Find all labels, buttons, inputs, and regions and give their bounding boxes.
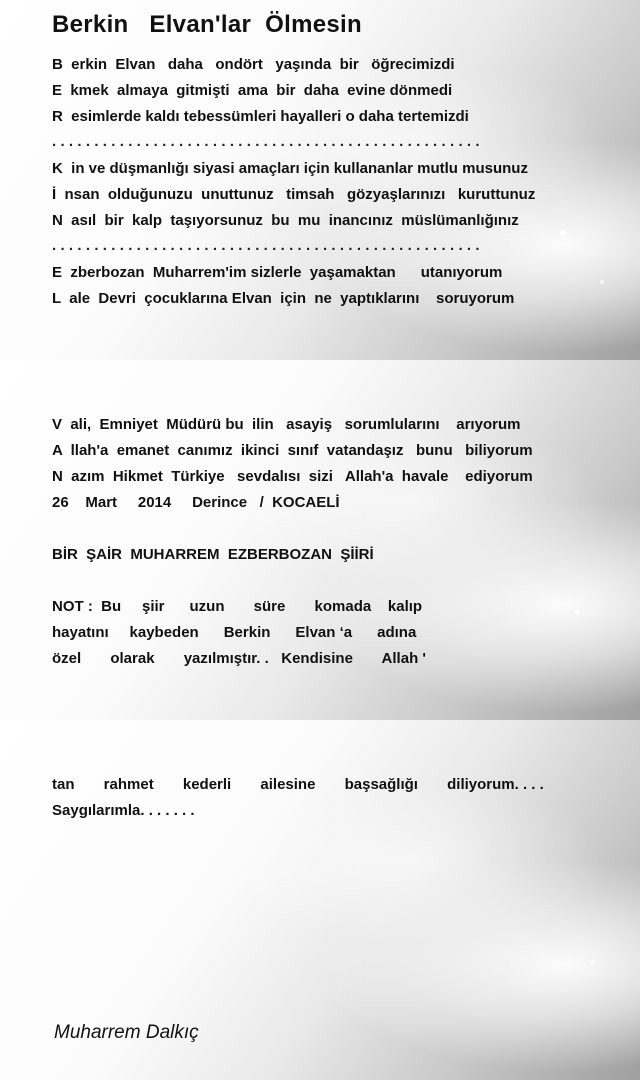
poem-title: Berkin Elvan'lar Ölmesin bbox=[52, 11, 362, 38]
poem-panel-1 bbox=[0, 0, 640, 360]
verse-line: B erkin Elvan daha ondört yaşında bir öğrecimizdi bbox=[52, 56, 455, 73]
note-line: NOT : Bu şiir uzun süre komada kalıp bbox=[52, 598, 423, 615]
author-signature: Muharrem Dalkıç bbox=[54, 1022, 199, 1043]
verse-line: K in ve düşmanlığı siyasi amaçları için kullananlar mutlu musunuz bbox=[52, 160, 528, 177]
poem-panel-2 bbox=[0, 360, 640, 720]
bokeh-light bbox=[575, 610, 580, 615]
poet-heading: BİR ŞAİR MUHARREM EZBERBOZAN ŞİİRİ bbox=[52, 546, 374, 563]
separator-dots: ................................................... bbox=[52, 133, 484, 150]
closing-line: Saygılarımla. . . . . . . bbox=[52, 802, 195, 819]
verse-line: V ali, Emniyet Müdürü bu ilin asayiş sorumlularını arıyorum bbox=[52, 416, 521, 433]
verse-line: N asıl bir kalp taşıyorsunuz bu mu inancınız müslümanlığınız bbox=[52, 212, 519, 229]
bokeh-light bbox=[560, 230, 566, 236]
date-place: 26 Mart 2014 Derince / KOCAELİ bbox=[52, 494, 340, 511]
verse-line: A llah'a emanet canımız ikinci sınıf vatandaşız bunu biliyorum bbox=[52, 442, 533, 459]
bokeh-light bbox=[590, 960, 595, 965]
separator-dots: ................................................... bbox=[52, 237, 484, 254]
verse-line: N azım Hikmet Türkiye sevdalısı sizi Allah'a havale ediyorum bbox=[52, 468, 533, 485]
verse-line: İ nsan olduğunuzu unuttunuz timsah gözyaşlarınızı kuruttunuz bbox=[52, 186, 536, 203]
note-line: özel olarak yazılmıştır. . Kendisine Allah ' bbox=[52, 650, 426, 667]
poem-panel-3 bbox=[0, 720, 640, 1080]
note-line: hayatını kaybeden Berkin Elvan ‘a adına bbox=[52, 624, 417, 641]
closing-line: tan rahmet kederli ailesine başsağlığı diliyorum. . . . bbox=[52, 776, 544, 793]
verse-line: L ale Devri çocuklarına Elvan için ne yaptıklarını soruyorum bbox=[52, 290, 515, 307]
bokeh-light bbox=[600, 280, 604, 284]
verse-line: R esimlerde kaldı tebessümleri hayalleri o daha tertemizdi bbox=[52, 108, 469, 125]
verse-line: E zberbozan Muharrem'im sizlerle yaşamaktan utanıyorum bbox=[52, 264, 503, 281]
verse-line: E kmek almaya gitmişti ama bir daha evine dönmedi bbox=[52, 82, 453, 99]
